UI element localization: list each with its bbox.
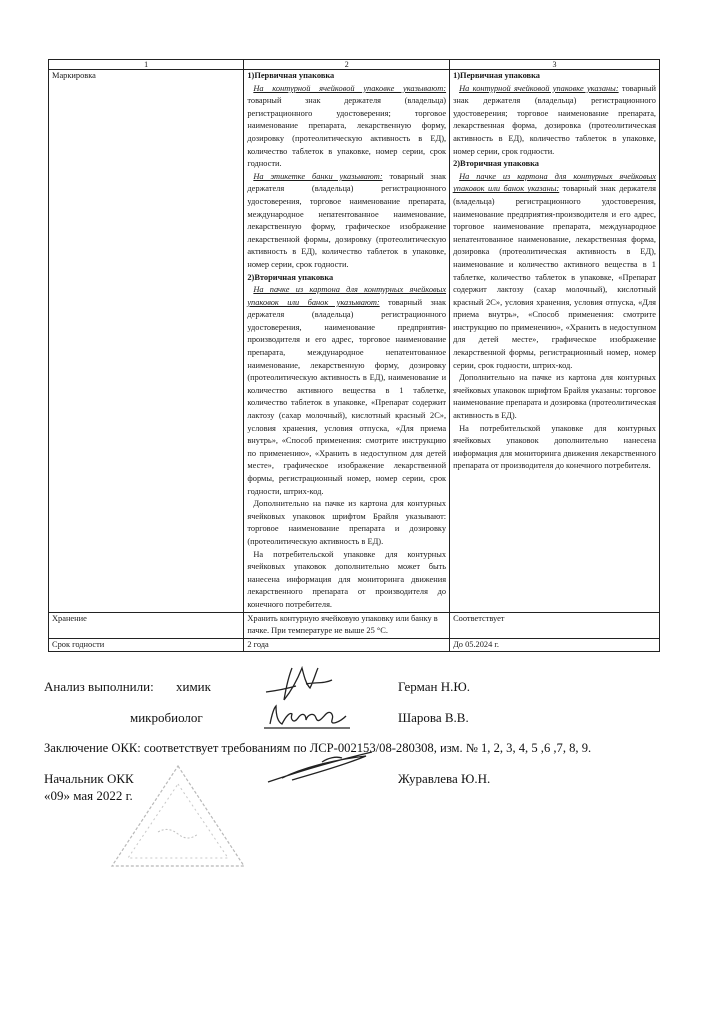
marking-row — [49, 70, 660, 613]
primary-blister-intro: На контурной ячейковой упаковке указаны: — [459, 83, 619, 93]
quality-control-stamp — [108, 762, 248, 872]
column-header-1: 1 — [49, 60, 244, 70]
microbiologist-name: Шарова В.В. — [398, 710, 469, 725]
braille-paragraph: Дополнительно на пачке из картона для контурных ячейковых упаковок шрифтом Брайля указаны: торговое наименование препарата и дозировка (протеолитическая активность в ЕД). — [453, 373, 656, 421]
primary-blister-paragraph — [247, 83, 446, 171]
head-label: Начальник ОКК — [44, 771, 134, 786]
storage-result: Соответствует — [450, 612, 660, 638]
chemist-signature — [262, 662, 342, 704]
shelf-life-result: До 05.2024 г. — [450, 638, 660, 652]
microbiologist-signature — [260, 700, 356, 734]
chemist-role: химик — [176, 679, 211, 694]
marking-label: Маркировка — [49, 70, 244, 613]
secondary-intro: На пачке из картона для контурных ячейковых упаковок или банок указаны: — [453, 171, 656, 194]
chemist-name: Герман Н.Ю. — [398, 679, 470, 694]
head-name: Журавлева Ю.Н. — [398, 771, 491, 786]
specification-table — [48, 59, 660, 652]
header-row — [49, 60, 660, 70]
secondary-text: товарный знак держателя (владельца) регистрационного удостоверения, наименование предприятия-производителя и его адрес, торговое наименование препарата, международное непатентованное наименование, лекарственную форму, дозировку (протеолитическую активность в ЕД), наименование и количество активного вещества в 1 таблетке, количество таблеток в упаковке, «Препарат содержит лактозу (сахар молочный), кислотный красный 2С», условия хранения, условия отпуска, «Для приема внутрь», «Способ применения: смотрите инструкцию по применению», «Хранить в недоступном для детей месте», графическое изображение лекарственной формы, регистрационный номер, номер серии, срок годности, штрих-код. — [247, 297, 447, 496]
primary-jar-text: товарный знак держателя (владельца) регистрационного удостоверения, торговое наименование препарата, международное непатентованное наименование, лекарственную форму, графическое изображение лекарственной формы, дозировку (протеолитическую активность в ЕД), количество таблеток в упаковке, номер серии, срок годности. — [247, 171, 447, 269]
conclusion-text: Заключение ОКК: соответствует требованиям по ЛСР-002153/08-280308, изм. № 1, 2, 3, 4, 5 ,6 ,7, 8, 9. — [44, 741, 592, 755]
consumer-package-paragraph: На потребительской упаковке для контурных ячейковых упаковок дополнительно нанесена информация для мониторинга движения лекарственного препарата от производителя до конечного потребителя. — [453, 423, 656, 471]
secondary-intro: На пачке из картона для контурных ячейковых упаковок или банок указывают: — [247, 285, 447, 307]
primary-package-title: 1)Первичная упаковка — [247, 71, 335, 80]
column-header-3: 3 — [450, 60, 660, 70]
secondary-package-paragraph — [453, 171, 656, 373]
primary-blister-intro: На контурной ячейковой упаковке указывают: — [253, 83, 447, 93]
analysis-label: Анализ выполнили: — [44, 679, 154, 694]
column-header-2: 2 — [244, 60, 450, 70]
shelf-life-row — [49, 638, 660, 652]
storage-requirement: Хранить контурную ячейковую упаковку или банку в пачке. При температуре не выше 25 °С. — [244, 612, 450, 638]
secondary-package-title: 2)Вторичная упаковка — [247, 272, 334, 282]
consumer-package-paragraph: На потребительской упаковке для контурных ячейковых упаковок дополнительно может быть нанесена информация для мониторинга движения лекарственного препарата от производителя до конечного потребителя. — [247, 549, 447, 609]
primary-package-title: 1)Первичная упаковка — [453, 71, 540, 80]
primary-blister-text: товарный знак держателя (владельца) регистрационного удостоверения; торговое наименование препарата, лекарственная форма, дозировка (протеолитическая активность в ЕД), количество таблеток в упаковке, номер серии, срок годности. — [453, 83, 656, 156]
marking-requirement-cell — [244, 70, 450, 613]
secondary-text: товарный знак держателя (владельца) регистрационного удостоверения, наименование предприятия-производителя и его адрес, торговое наименование препарата, международное непатентованное наименование, лекарственная форма, дозировка (протеолитическая активность в ЕД), наименование и количество активного вещества в 1 таблетке, количество таблеток в упаковке, «Препарат содержит лактозу (сахар молочный), кислотный красный 2С», условия хранения, условия отпуска, «Для приема внутрь», «Способ применения: смотрите инструкцию по применению», «Хранить в недоступном для детей месте», графическое изображение лекарственной формы, регистрационный номер, номер серии, срок годности, штрих-код. — [453, 184, 656, 370]
storage-row — [49, 612, 660, 638]
primary-jar-paragraph — [247, 171, 446, 272]
storage-label: Хранение — [49, 612, 244, 638]
secondary-package-paragraph — [247, 284, 446, 498]
shelf-life-requirement: 2 года — [244, 638, 450, 652]
primary-jar-intro: На этикетке банки указывают: — [253, 171, 383, 181]
date-text: «09» мая 2022 г. — [44, 788, 133, 803]
secondary-package-title: 2)Вторичная упаковка — [453, 159, 539, 169]
marking-result-cell — [450, 70, 660, 613]
head-signature — [262, 748, 382, 788]
shelf-life-label: Срок годности — [49, 638, 244, 652]
primary-blister-paragraph — [453, 83, 656, 159]
microbiologist-role: микробиолог — [130, 710, 203, 725]
primary-blister-text: товарный знак держателя (владельца) регистрационного удостоверения; торговое наименование препарата, лекарственную форму, дозировку (протеолитическую активность в ЕД), количество таблеток в упаковке, номер серии, срок годности. — [247, 96, 447, 169]
braille-paragraph: Дополнительно на пачке из картона для контурных ячейковых упаковок шрифтом Брайля указывают: торговое наименование препарата и дозировку (протеолитическую активность в ЕД). — [247, 499, 447, 546]
